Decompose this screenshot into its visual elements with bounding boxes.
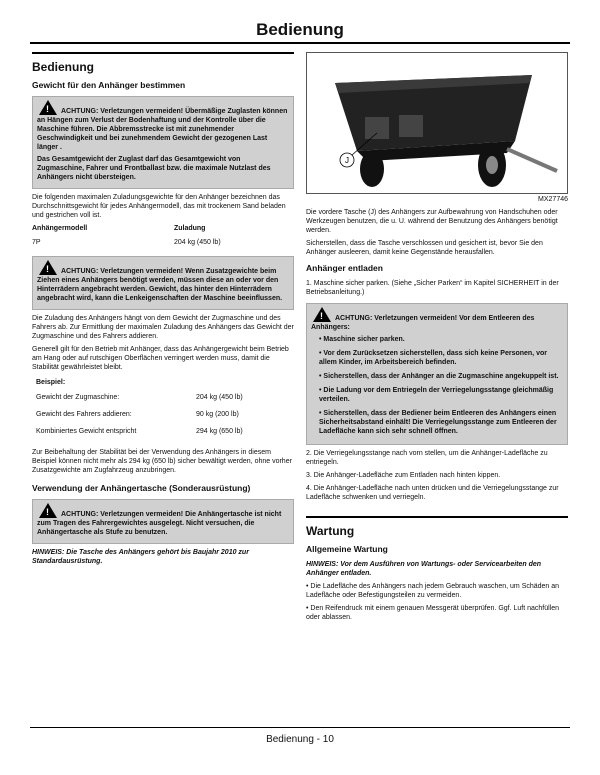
- subheading-unload: Anhänger entladen: [306, 263, 383, 273]
- warning-title: ACHTUNG: Verletzungen vermeiden! Vor dem Entleeren des Anhängers:: [311, 315, 535, 331]
- header-rule: [30, 42, 570, 44]
- paragraph: Generell gilt für den Betrieb mit Anhänger, dass das Anhängergewicht beim Betrieb am Hang oder auf rutschigen Oberflächen verringert werden muss, damit die Stabilität gewährleistet bleibt.: [32, 346, 289, 371]
- row-label: Kombiniertes Gewicht entspricht: [36, 428, 137, 435]
- row-label: Gewicht der Zugmaschine:: [36, 394, 120, 401]
- warning-bullet: • Maschine sicher parken.: [319, 336, 405, 343]
- warning-text-2: Das Gesamtgewicht der Zuglast darf das Gesamtgewicht von Zugmaschine, Fahrer und Frontballast bzw. die maximale Nutzlast des Anhängers nicht übersteigen.: [37, 156, 271, 181]
- warning-bullet: • Sicherstellen, dass der Anhänger an die Zugmaschine angekuppelt ist.: [319, 373, 559, 380]
- warning-icon: [39, 503, 57, 518]
- table-row: [32, 410, 294, 427]
- note: HINWEIS: Die Tasche des Anhängers gehört bis Baujahr 2010 zur Standardausrüstung.: [32, 549, 249, 565]
- example-label: Beispiel:: [36, 379, 66, 386]
- warning-box-unload: [306, 303, 568, 445]
- step-4: 4. Die Anhänger-Ladefläche nach unten drücken und die Verriegelungsstange zur Ladefläche schwenken und verriegeln.: [306, 485, 559, 501]
- trailer-bag: [365, 117, 389, 139]
- right-column: [306, 52, 568, 626]
- warning-text: ACHTUNG: Verletzungen vermeiden! Wenn Zusatzgewichte beim Ziehen eines Anhängers benötigt werden, müssen diese an oder vor den Hinterrädern angebracht werden. Gewicht, das hinter den Hinterrädern angebracht wird, kann die Lenkeigenschaften der Maschine beeinflussen.: [37, 268, 283, 302]
- table-row: [32, 427, 294, 444]
- warning-icon: [39, 260, 57, 275]
- warning-text: ACHTUNG: Verletzungen vermeiden! Die Anhängertasche ist nicht zum Tragen des Fahrergewichtes ausgelegt. Nicht versuchen, die Anhängertasche als Stufe zu benutzen.: [37, 511, 282, 536]
- warning-box-tow-load: [32, 96, 294, 189]
- paragraph: Zur Beibehaltung der Stabilität bei der Verwendung des Anhängers in diesem Beispiel können nicht mehr als 294 kg (650 lb) sicher bewältigt werden, ohne vorher Zusatzgewichte am Zugfahrzeug anzubringen.: [32, 449, 292, 474]
- section-heading-maintenance: Wartung: [306, 524, 355, 538]
- step-2: 2. Die Verriegelungsstange nach vorn stellen, um die Anhänger-Ladefläche zu entriegeln.: [306, 450, 548, 466]
- cell-model: 7P: [32, 239, 41, 246]
- col-header-model: Anhängermodell: [32, 225, 88, 232]
- intro-paragraph: Die folgenden maximalen Zuladungsgewichte für den Anhänger bezeichnen das Durchschnittsgewicht für jedes Anhängermodell, das mit trockenem Sand beladen und gestrichen voll ist.: [32, 194, 286, 219]
- warning-text: ACHTUNG: Verletzungen vermeiden! Übermäßige Zuglasten können an Hängen zum Verlust der Bodenhaftung und der Kontrolle über die Maschine führen. Die Abbremsstrecke ist mit zunehmender Geschwindigkeit und bei zunehmendem Gewicht der gezogenen Last länger .: [37, 108, 288, 151]
- row-value: 204 kg (450 lb): [196, 394, 243, 401]
- page-title: Bedienung: [256, 20, 344, 39]
- warning-bullet: • Vor dem Zurücksetzen sicherstellen, dass sich keine Personen, vor allem Kinder, im Arbeitsbereich befinden.: [319, 350, 547, 366]
- section-rule: [32, 52, 294, 54]
- maintenance-item: • Die Ladefläche des Anhängers nach jedem Gebrauch waschen, um Schäden an Ladefläche oder Befestigungsteilen zu vermeiden.: [306, 583, 560, 599]
- page-header: [30, 20, 570, 44]
- section-rule: [306, 516, 568, 518]
- subheading-bag: Verwendung der Anhängertasche (Sonderausrüstung): [32, 483, 251, 493]
- col-header-load: Zuladung: [173, 225, 206, 232]
- page-number: Bedienung - 10: [266, 734, 334, 745]
- footer-rule: [30, 727, 570, 728]
- warning-bullet: • Die Ladung vor dem Entriegeln der Verriegelungsstange gleichmäßig verteilen.: [319, 387, 554, 403]
- page-footer: [30, 727, 570, 745]
- row-value: 90 kg (200 lb): [196, 411, 239, 418]
- section-heading: Bedienung: [32, 60, 94, 74]
- table-row: [32, 393, 294, 410]
- cell-load: 204 kg (450 lb): [173, 239, 221, 246]
- warning-icon: [39, 100, 57, 115]
- step-1: 1. Maschine sicher parken. (Siehe „Sicher Parken“ im Kapitel SICHERHEIT in der Betriebsanleitung.): [306, 280, 559, 296]
- subheading-general-maintenance: Allgemeine Wartung: [306, 544, 388, 554]
- row-value: 294 kg (650 lb): [196, 428, 243, 435]
- wheel-hub: [486, 156, 498, 174]
- trailer-wheel: [360, 151, 384, 187]
- trailer-illustration: [307, 53, 567, 193]
- example-table: [32, 393, 294, 444]
- warning-icon: [313, 307, 331, 322]
- trailer-bag: [399, 115, 423, 137]
- trailer-tongue: [507, 149, 557, 171]
- step-3: 3. Die Anhänger-Ladefläche zum Entladen nach hinten kippen.: [306, 472, 501, 479]
- paragraph: Die Zuladung des Anhängers hängt von dem Gewicht der Zugmaschine und des Fahrers ab. Zur Ermittlung der maximalen Zuladung des Anhängers das Gewicht der Zugmaschine und des Fahrers addieren.: [32, 315, 294, 340]
- callout-label: J: [345, 156, 349, 165]
- load-table: [32, 224, 294, 252]
- paragraph: Die vordere Tasche (J) des Anhängers zur Aufbewahrung von Handschuhen oder Werkzeugen benutzen, die u. U. während der Benutzung des Anhängers benötigt werden.: [306, 209, 558, 234]
- table-row: [32, 238, 294, 252]
- maintenance-item: • Den Reifendruck mit einem genauen Messgerät überprüfen. Ggf. Luft nachfüllen oder ablassen.: [306, 605, 560, 621]
- row-label: Gewicht des Fahrers addieren:: [36, 411, 132, 418]
- warning-bullet: • Sicherstellen, dass der Bediener beim Entleeren des Anhängers einen Sicherheitsabstand einhält! Die Verriegelungsstange zum Entleeren der Ladefläche kann sich sehr schnell öffnen.: [319, 410, 557, 435]
- left-column: [32, 52, 294, 570]
- trailer-photo: [306, 52, 568, 194]
- paragraph: Sicherstellen, dass die Tasche verschlossen und gesichert ist, bevor Sie den Anhänger ausleeren, damit keine Gegenstände herausfallen.: [306, 240, 543, 256]
- subheading-weight: Gewicht für den Anhänger bestimmen: [32, 80, 186, 90]
- note: HINWEIS: Vor dem Ausführen von Wartungs- oder Servicearbeiten den Anhänger entladen.: [306, 561, 542, 577]
- photo-caption: MX27746: [538, 196, 568, 203]
- warning-box-ballast: [32, 256, 294, 310]
- warning-box-bag: [32, 499, 294, 544]
